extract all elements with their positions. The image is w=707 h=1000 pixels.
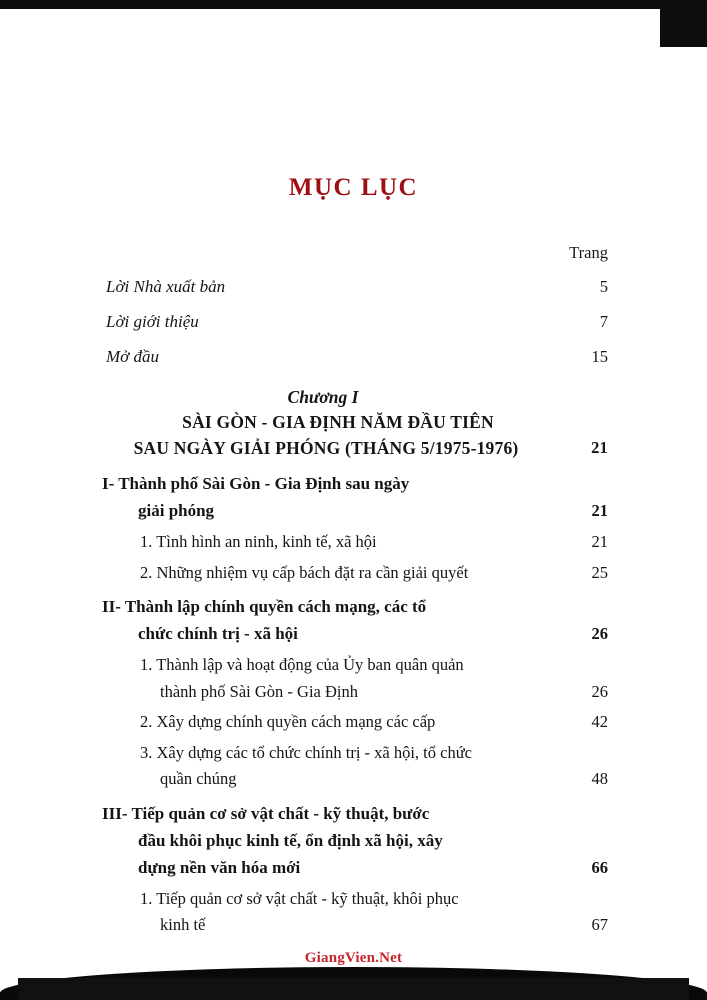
toc-subsection bbox=[96, 710, 612, 733]
toc-section bbox=[96, 595, 612, 619]
chapter-title-text: SÀI GÒN - GIA ĐỊNH NĂM ĐẦU TIÊN bbox=[182, 412, 494, 433]
toc-subsection-continued bbox=[96, 680, 612, 703]
toc-subsection-page: 67 bbox=[591, 915, 608, 935]
chapter-title-line bbox=[96, 436, 612, 461]
scan-edge-bottom bbox=[0, 967, 707, 1000]
toc-entry-page: 15 bbox=[591, 347, 608, 367]
toc-subsection-text: kinh tế bbox=[160, 915, 206, 935]
toc-entry-text: Lời giới thiệu bbox=[106, 312, 199, 332]
toc-entry bbox=[96, 275, 612, 299]
chapter-title-page: 21 bbox=[591, 438, 608, 458]
toc-subsection-text: 2. Những nhiệm vụ cấp bách đặt ra cần giải quyết bbox=[140, 562, 469, 582]
toc-section-text: III- Tiếp quản cơ sở vật chất - kỹ thuật, bước bbox=[102, 803, 430, 823]
toc-subsection-text: 2. Xây dựng chính quyền cách mạng các cấp bbox=[140, 712, 436, 732]
toc-section-text: II- Thành lập chính quyền cách mạng, các tổ bbox=[102, 597, 427, 617]
chapter-label: Chương I bbox=[287, 387, 359, 408]
toc-subsection-text: 1. Tình hình an ninh, kinh tế, xã hội bbox=[140, 532, 377, 552]
toc-section-text: dựng nền văn hóa mới bbox=[138, 857, 301, 877]
toc-subsection bbox=[96, 561, 612, 584]
toc-section-text: chức chính trị - xã hội bbox=[138, 624, 298, 644]
toc-subsection-continued bbox=[96, 913, 612, 936]
toc-subsection-page: 25 bbox=[591, 562, 608, 582]
toc-subsection bbox=[96, 653, 612, 676]
toc-entry bbox=[96, 310, 612, 334]
toc-subsection-text: 1. Thành lập và hoạt động của Ủy ban quân quản bbox=[140, 655, 464, 675]
toc-entry-text: Mở đầu bbox=[106, 347, 159, 367]
watermark: GiangVien.Net bbox=[304, 950, 403, 966]
toc-subsection bbox=[96, 887, 612, 910]
toc-subsection bbox=[96, 741, 612, 764]
toc-subsection-page: 26 bbox=[591, 681, 608, 701]
table-of-contents bbox=[96, 243, 612, 940]
toc-section-continued bbox=[96, 622, 612, 646]
toc-section-continued bbox=[96, 499, 612, 523]
toc-section-page: 66 bbox=[591, 857, 608, 877]
toc-entry-page: 5 bbox=[599, 277, 608, 296]
toc-subsection-page: 21 bbox=[591, 532, 608, 552]
toc-section-text: I- Thành phố Sài Gòn - Gia Định sau ngày bbox=[102, 474, 410, 494]
page-column-header: Trang bbox=[569, 243, 608, 262]
scan-edge-bottom-inner bbox=[18, 978, 689, 1000]
chapter-title-line bbox=[96, 410, 612, 435]
toc-entry bbox=[96, 345, 612, 369]
toc-subsection-text: thành phố Sài Gòn - Gia Định bbox=[160, 681, 358, 701]
toc-section bbox=[96, 472, 612, 496]
toc-entry-page: 7 bbox=[599, 312, 608, 332]
toc-subsection-text: 1. Tiếp quản cơ sở vật chất - kỹ thuật, khôi phục bbox=[140, 888, 459, 908]
toc-subsection-page: 48 bbox=[591, 769, 608, 789]
toc-subsection-text: 3. Xây dựng các tổ chức chính trị - xã hội, tổ chức bbox=[140, 742, 472, 762]
toc-section-continued bbox=[96, 829, 612, 853]
scan-edge-top-right bbox=[660, 0, 707, 47]
toc-section-text: đầu khôi phục kinh tế, ổn định xã hội, xây bbox=[138, 830, 443, 850]
toc-section bbox=[96, 802, 612, 826]
toc-subsection-continued bbox=[96, 767, 612, 790]
toc-section-page: 21 bbox=[591, 501, 608, 521]
toc-subsection-page: 42 bbox=[591, 712, 608, 732]
scan-edge-top bbox=[0, 0, 707, 9]
toc-section-continued bbox=[96, 856, 612, 880]
chapter-title-text: SAU NGÀY GIẢI PHÓNG (THÁNG 5/1975-1976) bbox=[133, 438, 519, 459]
toc-subsection-text: quần chúng bbox=[160, 769, 237, 789]
page-title: MỤC LỤC bbox=[288, 174, 419, 201]
toc-section-text: giải phóng bbox=[138, 501, 215, 521]
toc-section-page: 26 bbox=[591, 624, 608, 644]
toc-subsection bbox=[96, 530, 612, 553]
toc-entry-text: Lời Nhà xuất bản bbox=[106, 277, 226, 296]
